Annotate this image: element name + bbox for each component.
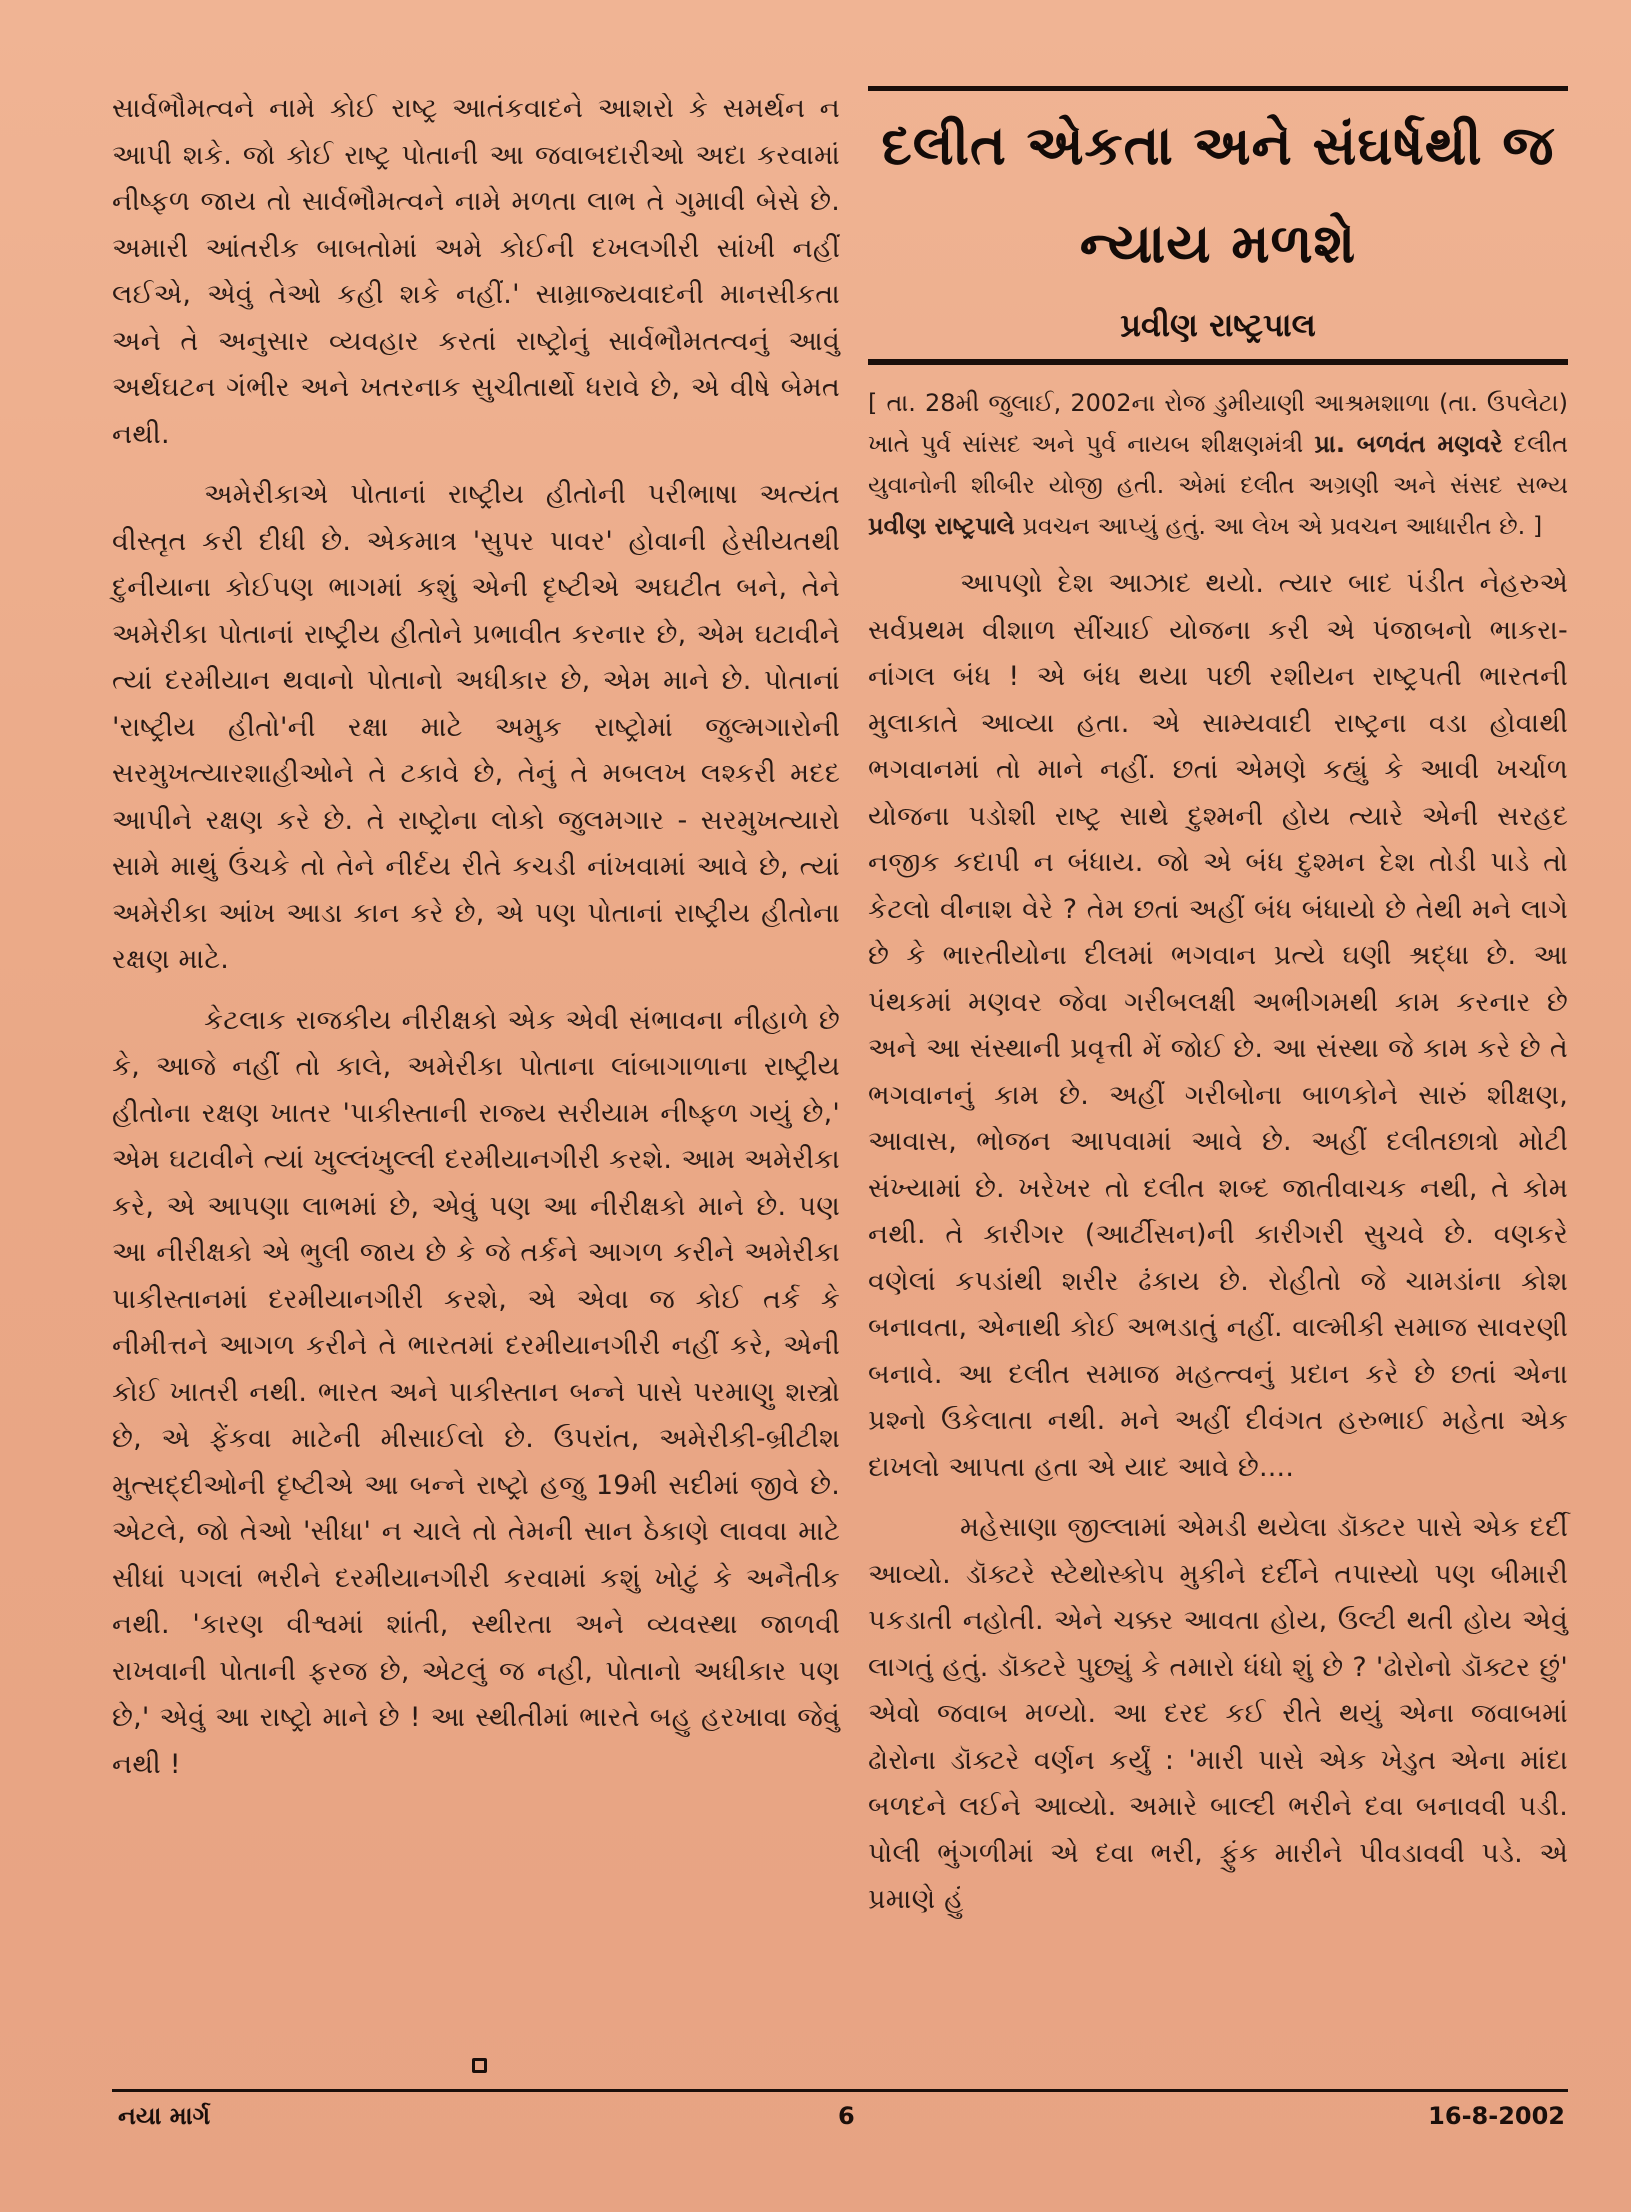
right-paragraph-1: આપણો દેશ આઝાદ થયો. ત્યાર બાદ પંડીત નેહરુએ સર્વપ્રથમ વીશાળ સીંચાઈ યોજના કરી એ પંજાબનો ભાકરા-નાંગલ બંધ ! એ બંધ થયા પછી રશીયન રાષ્ટ્રપતી ભારતની મુલાકાતે આવ્યા હતા. એ સામ્યવાદી રાષ્ટ્રના વડા હોવાથી ભગવાનમાં તો માને નહીં. છતાં એમણે કહ્યું કે આવી ખર્ચાળ યોજના પડોશી રાષ્ટ્ર સાથે દુશ્મની હોય ત્યારે એની સરહદ નજીક કદાપી ન બંધાય. જો એ બંધ દુશ્મન દેશ તોડી પાડે તો કેટલો વીનાશ વેરે ? તેમ છતાં અહીં બંધ બંધાયો છે તેથી મને લાગે છે કે ભારતીયોના દીલમાં ભગવાન પ્રત્યે ઘણી શ્રદ્ધા છે. આ પંથકમાં મણવર જેવા ગરીબલક્ષી અભીગમથી કામ કરનાર છે અને આ સંસ્થાની પ્રવૃત્તી મેં જોઈ છે. આ સંસ્થા જે કામ કરે છે તે ભગવાનનું કામ છે. અહીં ગરીબોના બાળકોને સારું શીક્ષણ, આવાસ, ભોજન આપવામાં આવે છે. અહીં દલીતછાત્રો મોટી સંખ્યામાં છે. ખરેખર તો દલીત શબ્દ જાતીવાચક નથી, તે કોમ નથી. તે કારીગર (આર્ટીસન)ની કારીગરી સુચવે છે. વણકરે વણેલાં કપડાંથી શરીર ઢંકાય છે. રોહીતો જે ચામડાંના કોશ બનાવતા, એનાથી કોઈ અભડાતું નહીં. વાલ્મીકી સમાજ સાવરણી બનાવે. આ દલીત સમાજ મહત્ત્વનું પ્રદાન કરે છે છતાં એના પ્રશ્નો ઉકેલાતા નથી. મને અહીં દીવંગત હરુભાઈ મહેતા એક દાખલો આપતા હતા એ યાદ આવે છે.... — [868, 568, 1568, 1483]
intro-text-2: દલીત યુવાનોની શીબીર યોજી હતી. એમાં દલીત અગ્રણી અને સંસદ સભ્ય — [868, 430, 1568, 499]
intro-text-3: પ્રવચન આપ્યું હતું. આ લેખ એ પ્રવચન આધારીત છે. ] — [1014, 512, 1543, 540]
article-intro — [868, 383, 1568, 547]
footer-rule — [112, 2089, 1568, 2092]
left-paragraph-2: અમેરીકાએ પોતાનાં રાષ્ટ્રીય હીતોની પરીભાષા અત્યંત વીસ્તૃત કરી દીધી છે. એકમાત્ર 'સુપર પાવર' હોવાની હેસીયતથી દુનીયાના કોઈપણ ભાગમાં કશું એની દૃષ્ટીએ અઘટીત બને, તેને અમેરીકા પોતાનાં રાષ્ટ્રીય હીતોને પ્રભાવીત કરનાર છે, એમ ઘટાવીને ત્યાં દરમીયાન થવાનો પોતાનો અધીકાર છે, એમ માને છે. પોતાનાં 'રાષ્ટ્રીય હીતો'ની રક્ષા માટે અમુક રાષ્ટ્રોમાં જુલ્મગારોની સરમુખત્યારશાહીઓને તે ટકાવે છે, તેનું તે મબલખ લશ્કરી મદદ આપીને રક્ષણ કરે છે. તે રાષ્ટ્રોના લોકો જુલમગાર - સરમુખત્યારો સામે માથું ઉંચકે તો તેને નીર્દય રીતે કચડી નાંખવામાં આવે છે, ત્યાં અમેરીકા આંખ આડા કાન કરે છે, એ પણ પોતાનાં રાષ્ટ્રીય હીતોના રક્ષણ માટે. — [112, 479, 840, 975]
right-column — [868, 86, 1568, 1924]
article-title — [868, 97, 1568, 293]
right-paragraph-2: મહેસાણા જીલ્લામાં એમડી થયેલા ડૉક્ટર પાસે એક દર્દી આવ્યો. ડૉક્ટરે સ્ટેથોસ્કોપ મુકીને દર્દીને તપાસ્યો પણ બીમારી પકડાતી નહોતી. એને ચક્કર આવતા હોય, ઉલ્ટી થતી હોય એવું લાગતું હતું. ડૉક્ટરે પુછ્યું કે તમારો ધંધો શું છે ? 'ઢોરોનો ડૉક્ટર છું' એવો જવાબ મળ્યો. આ દરદ કઈ રીતે થયું એના જવાબમાં ઢોરોના ડૉક્ટરે વર્ણન કર્યું : 'મારી પાસે એક ખેડુત એના માંદા બળદને લઈને આવ્યો. અમારે બાલ્દી ભરીને દવા બનાવવી પડી. પોલી ભુંગળીમાં એ દવા ભરી, ફુંક મારીને પીવડાવવી પડે. એ પ્રમાણે હું — [868, 1512, 1568, 1915]
intro-bold-name-2: પ્રવીણ રાષ્ટ્રપાલે — [868, 512, 1015, 540]
intro-text-1: [ તા. 28મી જુલાઈ, 2002ના રોજ ડુમીયાણી આશ્રમશાળા (તા. ઉપલેટા) ખાતે પુર્વ સાંસદ અને પુર્વ નાયબ શીક્ષણમંત્રી — [868, 389, 1568, 458]
footer-page-number: 6 — [838, 2102, 855, 2130]
article-title-line-2: ન્યાય મળશે — [1079, 212, 1357, 275]
intro-bold-name-1: પ્રા. બળવંત મણવરે — [1314, 430, 1503, 458]
article-author: પ્રવીણ રાષ્ટ્રપાલ — [1120, 306, 1316, 344]
left-paragraph-3: કેટલાક રાજકીય નીરીક્ષકો એક એવી સંભાવના નીહાળે છે કે, આજે નહીં તો કાલે, અમેરીકા પોતાના લાંબાગાળાના રાષ્ટ્રીય હીતોના રક્ષણ ખાતર 'પાકીસ્તાની રાજ્ય સરીયામ નીષ્ફળ ગયું છે,' એમ ઘટાવીને ત્યાં ખુલ્લંખુલ્લી દરમીયાનગીરી કરશે. આમ અમેરીકા કરે, એ આપણા લાભમાં છે, એવું પણ આ નીરીક્ષકો માને છે. પણ આ નીરીક્ષકો એ ભુલી જાય છે કે જે તર્કને આગળ કરીને અમેરીકા પાકીસ્તાનમાં દરમીયાનગીરી કરશે, એ એવા જ કોઈ તર્ક કે નીમીત્તને આગળ કરીને તે ભારતમાં દરમીયાનગીરી નહીં કરે, એની કોઈ ખાતરી નથી. ભારત અને પાકીસ્તાન બન્ને પાસે પરમાણુ શસ્ત્રો છે, એ ફેંકવા માટેની મીસાઈલો છે. ઉપરાંત, અમેરીકી-બ્રીટીશ મુત્સદ્દીઓની દૃષ્ટીએ આ બન્ને રાષ્ટ્રો હજુ 19મી સદીમાં જીવે છે. એટલે, જો તેઓ 'સીધા' ન ચાલે તો તેમની સાન ઠેકાણે લાવવા માટે સીધાં પગલાં ભરીને દરમીયાનગીરી કરવામાં કશું ખોટું કે અનૈતીક નથી. 'કારણ વીશ્વમાં શાંતી, સ્થીરતા અને વ્યવસ્થા જાળવી રાખવાની પોતાની ફરજ છે, એટલું જ નહી, પોતાનો અધીકાર પણ છે,' એવું આ રાષ્ટ્રો માને છે ! આ સ્થીતીમાં ભારતે બહુ હરખાવા જેવું નથી ! — [112, 1004, 840, 1780]
article-title-line-1: દલીત એકતા અને સંઘર્ષથી જ — [881, 114, 1555, 177]
article-end-marker — [472, 2058, 487, 2073]
footer-magazine-name: નયા માર્ગ — [118, 2102, 211, 2130]
left-paragraph-1: સાર્વભૌમત્વને નામે કોઈ રાષ્ટ્ર આતંકવાદને આશરો કે સમર્થન ન આપી શકે. જો કોઈ રાષ્ટ્ર પોતાની આ જવાબદારીઓ અદા કરવામાં નીષ્ફળ જાય તો સાર્વભૌમત્વને નામે મળતા લાભ તે ગુમાવી બેસે છે. અમારી આંતરીક બાબતોમાં અમે કોઈની દખલગીરી સાંખી નહીં લઈએ, એવું તેઓ કહી શકે નહીં.' સામ્રાજ્યવાદની માનસીકતા અને તે અનુસાર વ્યવહાર કરતાં રાષ્ટ્રોનું સાર્વભૌમતત્વનું આવું અર્થઘટન ગંભીર અને ખતરનાક સુચીતાર્થો ધરાવે છે, એ વીષે બેમત નથી. — [112, 93, 840, 450]
title-rule-top — [868, 86, 1568, 91]
footer-date: 16-8-2002 — [1428, 2102, 1565, 2130]
title-rule-bottom — [868, 359, 1568, 365]
left-column — [112, 86, 840, 1788]
